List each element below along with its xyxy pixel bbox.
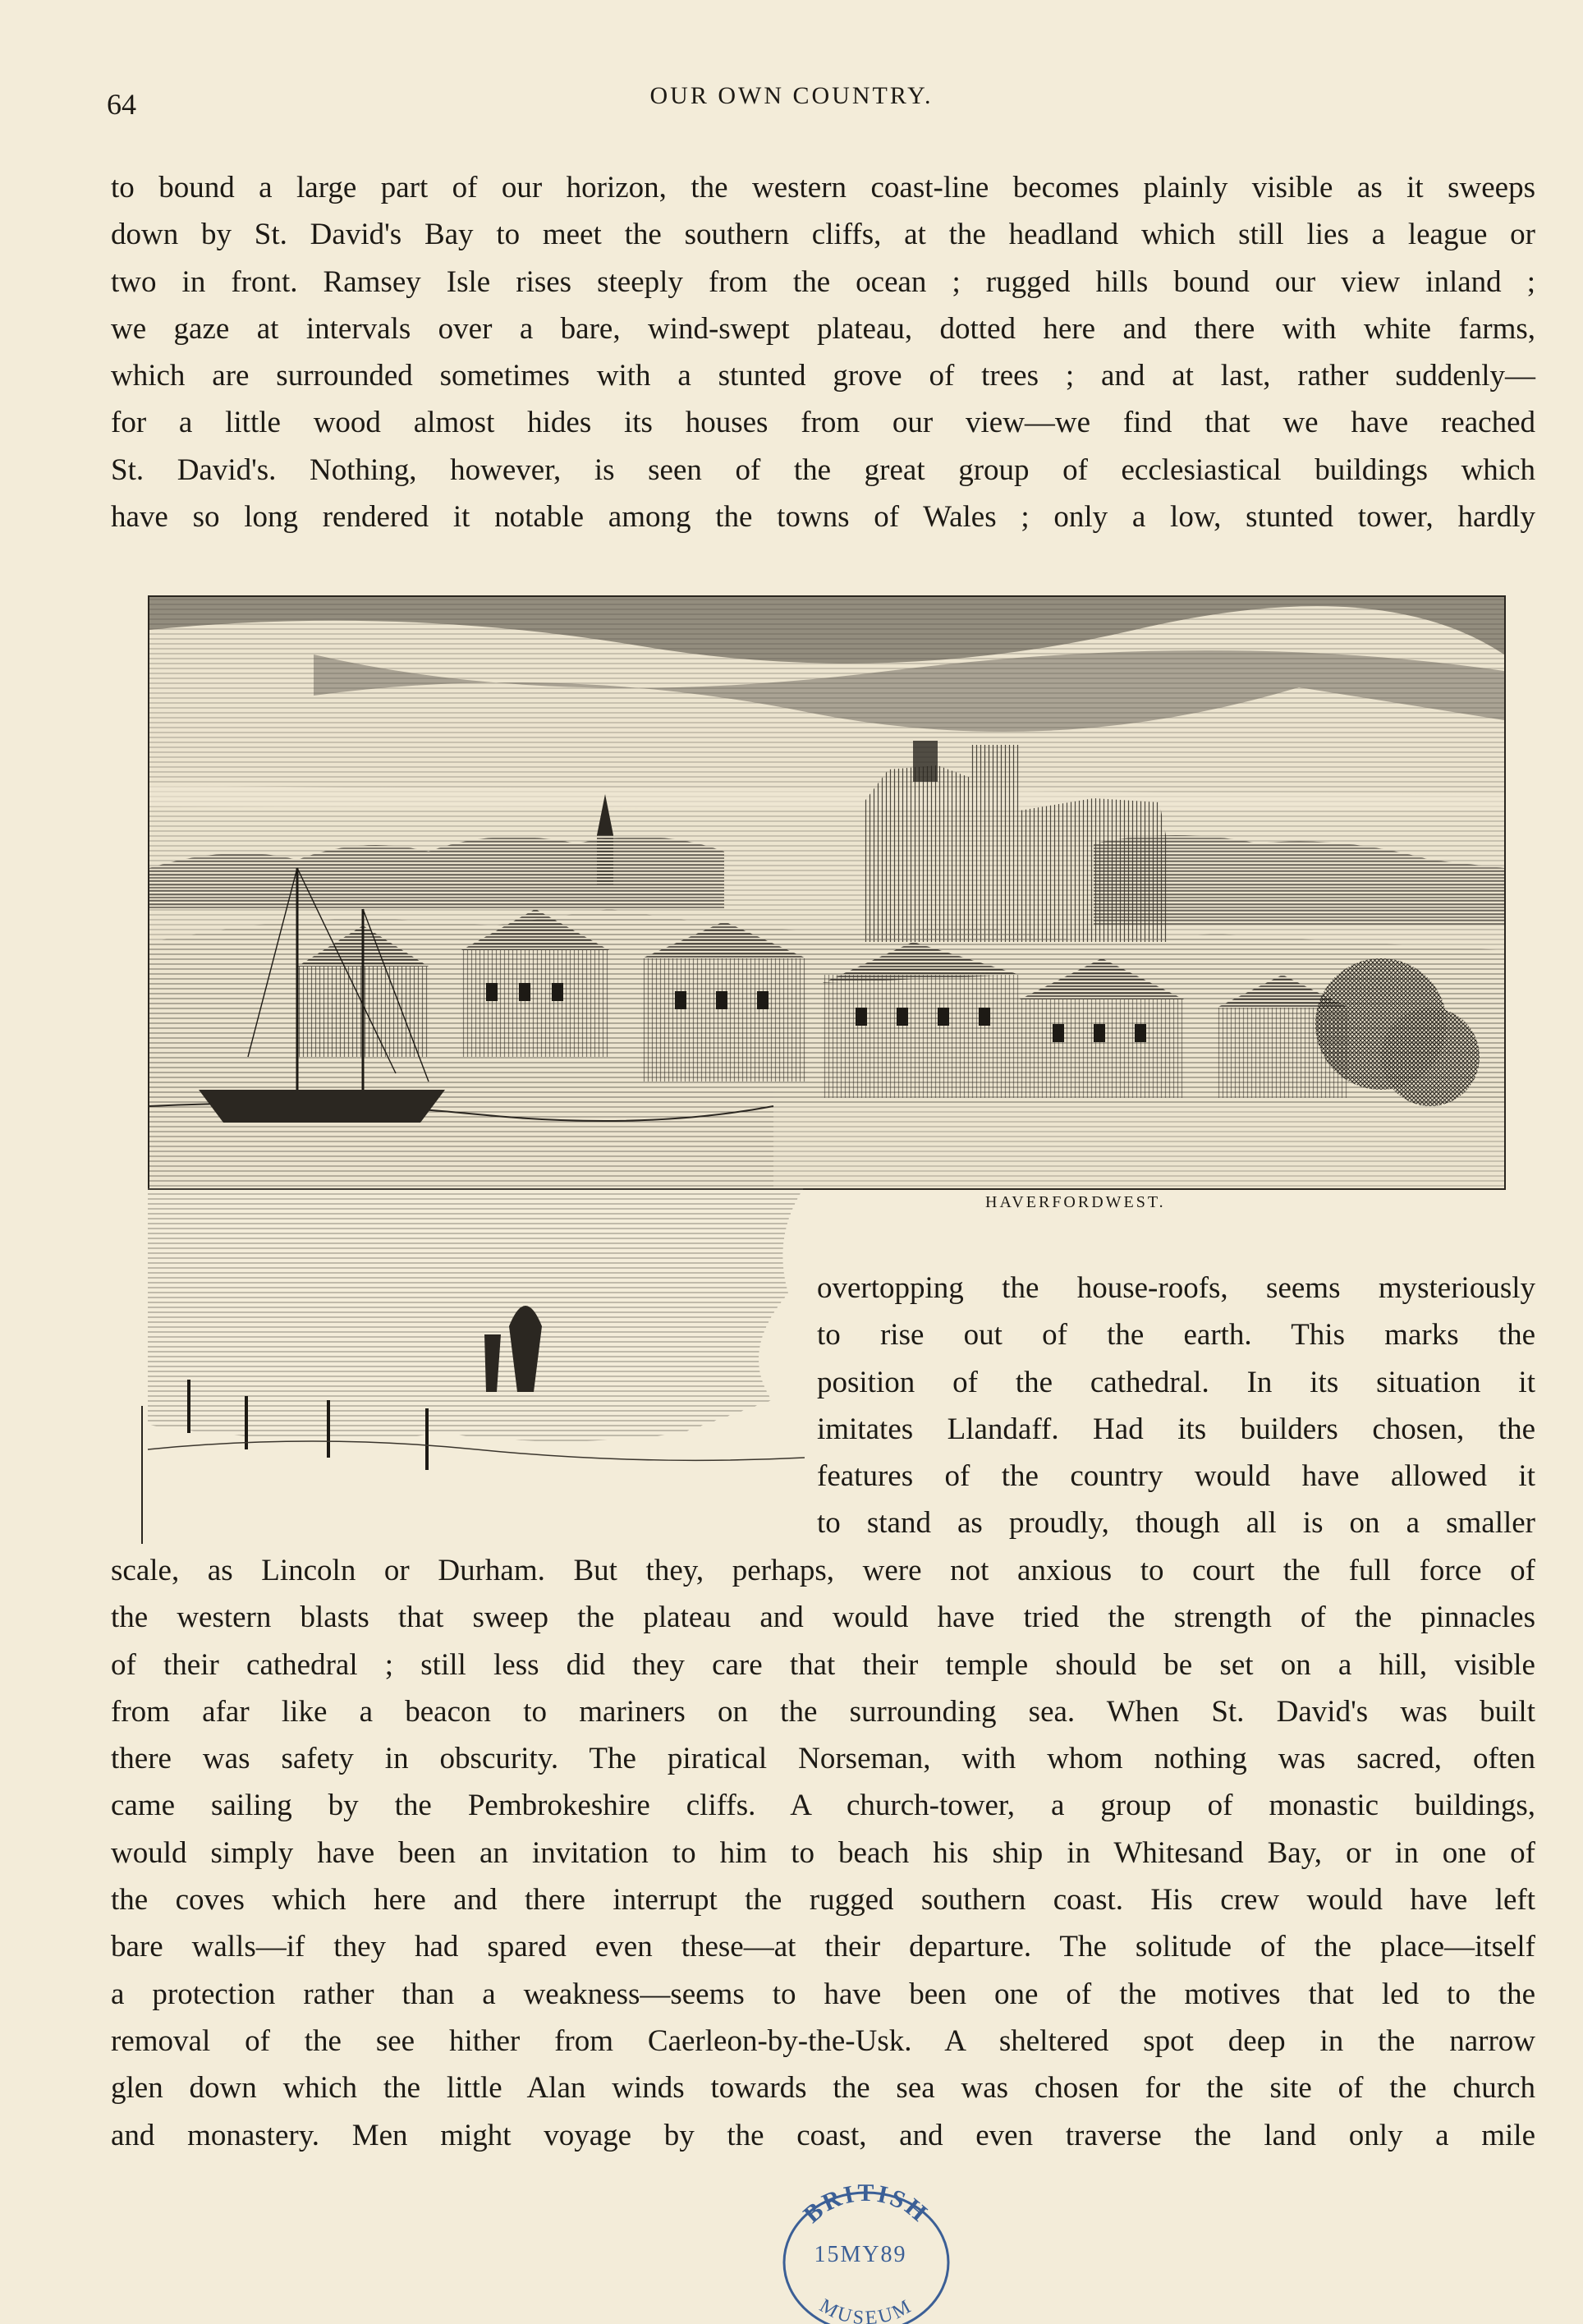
text-line: for a little wood almost hides its houses from our view—we find that we have reached — [111, 406, 1535, 440]
text-line: there was safety in obscurity. The piratical Norseman, with whom nothing was sacred, often — [111, 1742, 1535, 1776]
text-line: we gaze at intervals over a bare, wind-swept plateau, dotted here and there with white farms, — [111, 311, 1535, 346]
figure-border-fragment — [141, 1406, 143, 1544]
text-line: a protection rather than a weakness—seems to have been one of the motives that led to the — [111, 1977, 1535, 2011]
text-line: have so long rendered it notable among the towns of Wales ; only a low, stunted tower, hardly — [111, 500, 1535, 535]
text-line: removal of the see hither from Caerleon-by-the-Usk. A sheltered spot deep in the narrow — [111, 2023, 1535, 2058]
text-line: to stand as proudly, though all is on a smaller — [817, 1506, 1535, 1541]
stamp-date: 15MY89 — [814, 2242, 907, 2267]
text-line: scale, as Lincoln or Durham. But they, perhaps, were not anxious to court the full force of — [111, 1554, 1535, 1587]
engraving-foreground — [148, 1187, 805, 1540]
paragraph-bottom — [111, 1547, 1535, 2159]
text-line: glen down which the little Alan winds towards the sea was chosen for the site of the church — [111, 2071, 1535, 2106]
engraving-haverfordwest — [148, 595, 1506, 1190]
text-line: features of the country would have allowed it — [817, 1459, 1535, 1494]
text-line: of their cathedral ; still less did they care that their temple should be set on a hill, visible — [111, 1647, 1535, 1682]
paragraph-top — [111, 164, 1535, 540]
text-line: imitates Llandaff. Had its builders chosen, the — [817, 1412, 1535, 1446]
running-title: OUR OWN COUNTRY. — [649, 82, 934, 109]
text-line: the western blasts that sweep the plateau and would have tried the strength of the pinnacles — [111, 1601, 1535, 1635]
text-line: which are surrounded sometimes with a stunted grove of trees ; and at last, rather suddenly— — [111, 359, 1535, 393]
text-line: St. David's. Nothing, however, is seen of the great group of ecclesiastical buildings which — [111, 452, 1535, 487]
text-line: to rise out of the earth. This marks the — [817, 1318, 1535, 1353]
engraving-illustration — [149, 597, 1504, 1188]
text-line: would simply have been an invitation to him to beach his ship in Whitesand Bay, or in one of — [111, 1835, 1535, 1870]
text-line: two in front. Ramsey Isle rises steeply from the ocean ; rugged hills bound our view inland ; — [111, 264, 1535, 299]
page-number: 64 — [107, 88, 136, 121]
text-line: and monastery. Men might voyage by the coast, and even traverse the land only a mile — [111, 2118, 1535, 2152]
text-line: came sailing by the Pembrokeshire cliffs. A church-tower, a group of monastic buildings, — [111, 1789, 1535, 1823]
stamp-top-text: BRITISH — [798, 2179, 934, 2229]
text-line: to bound a large part of our horizon, the western coast-line becomes plainly visible as it sweeps — [111, 171, 1535, 204]
text-line: overtopping the house-roofs, seems mysteriously — [817, 1271, 1535, 1305]
paragraph-side — [817, 1265, 1535, 1547]
text-line: position of the cathedral. In its situation it — [817, 1365, 1535, 1399]
text-line: the coves which here and there interrupt the rugged southern coast. His crew would have left — [111, 1883, 1535, 1918]
figure-caption: HAVERFORDWEST. — [985, 1193, 1166, 1211]
text-line: bare walls—if they had spared even these—at their departure. The solitude of the place—itself — [111, 1930, 1535, 1964]
stamp-bottom-text: MUSEUM — [815, 2294, 917, 2324]
text-line: down by St. David's Bay to meet the southern cliffs, at the headland which still lies a league or — [111, 218, 1535, 252]
text-line: from afar like a beacon to mariners on the surrounding sea. When St. David's was built — [111, 1694, 1535, 1729]
